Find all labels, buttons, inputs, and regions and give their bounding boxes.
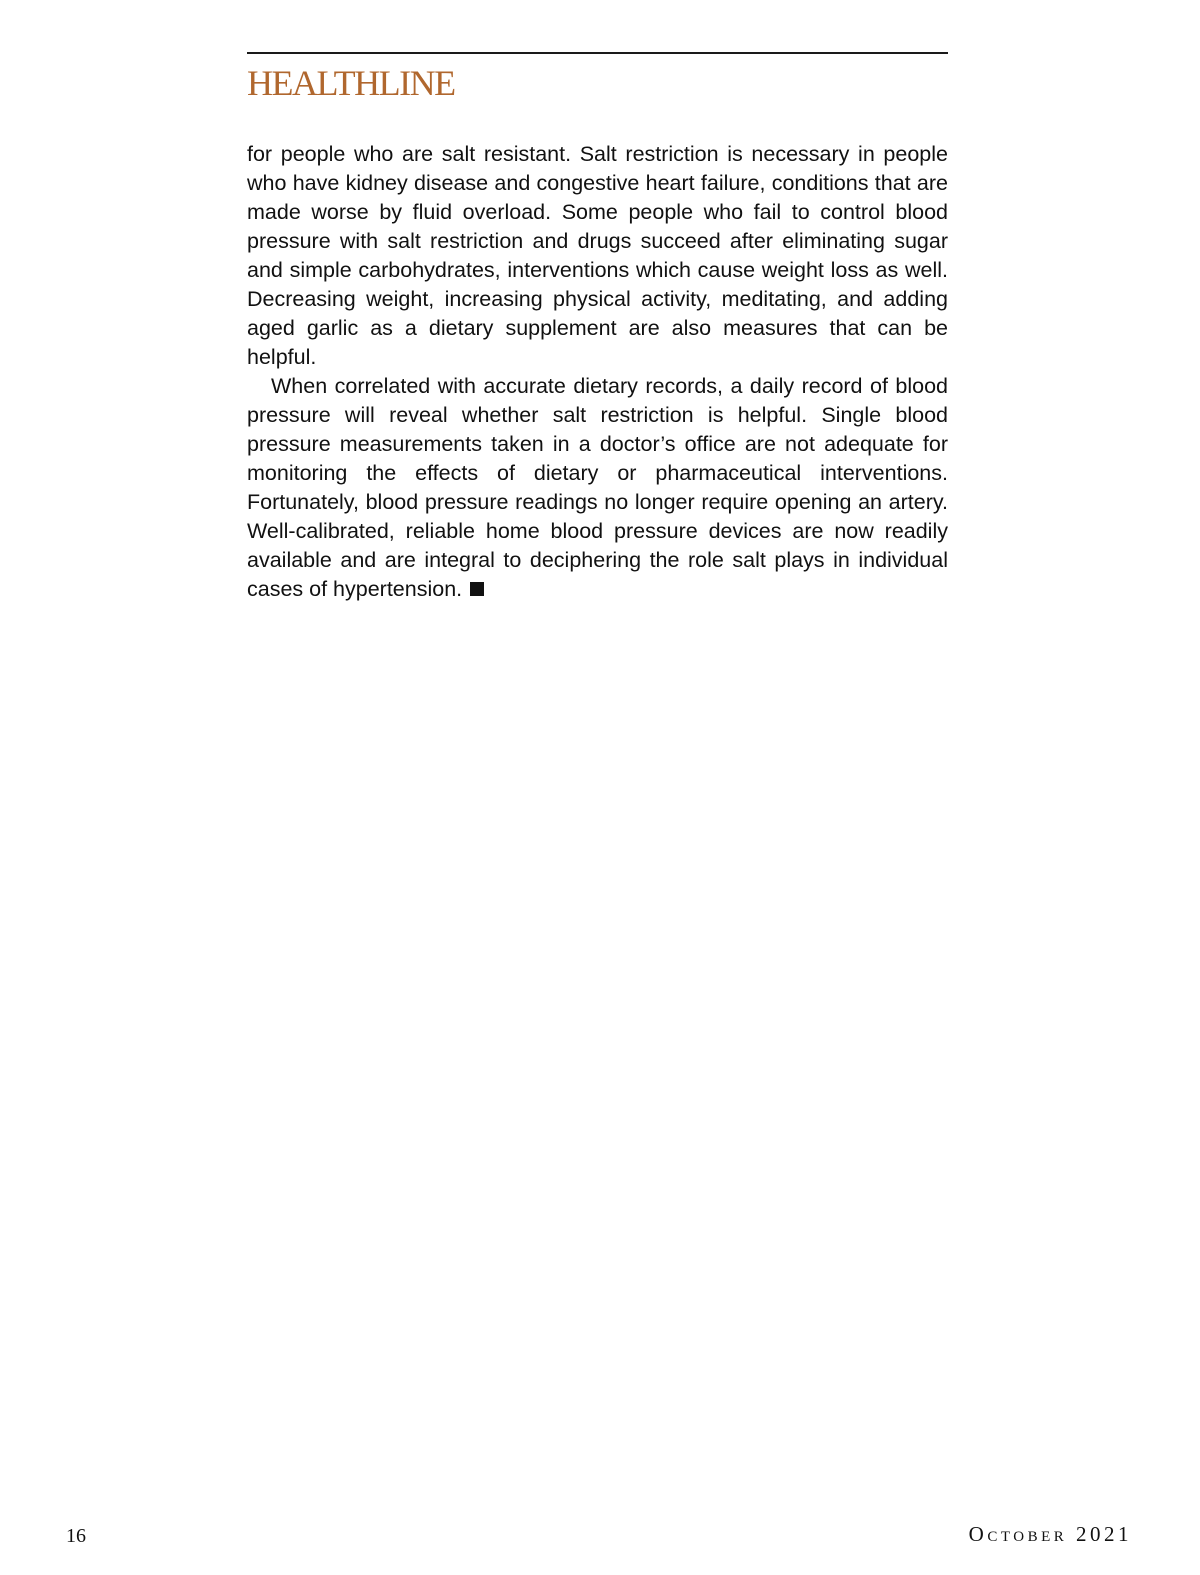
paragraph-2 [247, 372, 948, 604]
end-of-article-icon [470, 582, 484, 596]
section-title: HEALTHLINE [247, 63, 455, 103]
issue-date: October 2021 [968, 1522, 1132, 1546]
paragraph-1 [247, 140, 948, 372]
paragraph-1-text: for people who are salt resistant. Salt restriction is necessary in people who have kidney disease and congestive heart failure, conditions that are made worse by fluid overload. Some people who fail to control blood pressure with salt restriction and drugs succeed after eliminating sugar and simple carbohydrates, interventions which cause weight loss as well. Decreasing weight, increasing physical activity, meditating, and adding aged garlic as a dietary supplement are also measures that can be helpful. [247, 142, 948, 369]
paragraph-2-text: When correlated with accurate dietary records, a daily record of blood pressure will reveal whether salt restriction is helpful. Single blood pressure measurements taken in a doctor’s office are not adequate for monitoring the effects of dietary or pharmaceutical interventions. Fortunately, blood pressure readings no longer require opening an artery. Well-calibrated, reliable home blood pressure devices are now readily available and are integral to deciphering the role salt plays in individual cases of hypertension. [247, 374, 948, 601]
article-body [247, 140, 948, 604]
header-rule [247, 52, 948, 54]
page-number: 16 [66, 1525, 86, 1547]
